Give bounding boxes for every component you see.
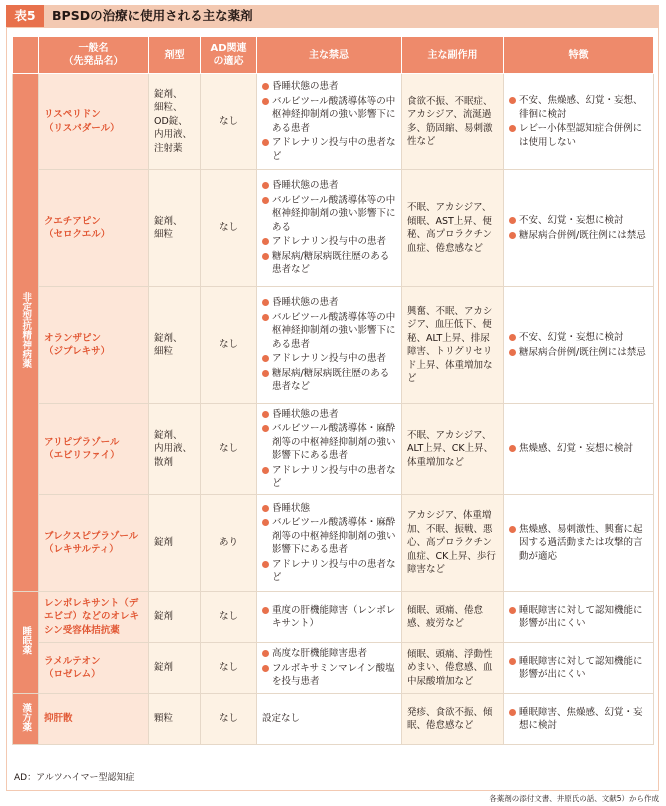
table-row (13, 694, 654, 745)
header-ad-text: AD関連 の適応 (210, 43, 247, 67)
table-row (13, 495, 654, 592)
dosage-form: 錠剤、 細粒 (154, 215, 183, 240)
category-cell (13, 74, 39, 592)
side-effects: 発疹、食欲不振、傾眠、倦怠感など (407, 706, 493, 731)
bullet-dot-icon (509, 526, 516, 533)
footnote: AD：アルツハイマー型認知症 (14, 773, 135, 783)
side-effects: 食欲不振、不眠症、アカシジア、流涎過多、筋固縮、易刺激性など (407, 95, 493, 147)
drug-name: レンボレキサント（デエビゴ）などのオレキシン受容体拮抗薬 (44, 597, 140, 636)
feature-item-text: 睡眠障害に対して認知機能に影響が出にくい (519, 655, 643, 680)
ad-indication: なし (218, 443, 238, 455)
table-title-bar (6, 5, 659, 27)
feature-item (509, 655, 648, 682)
bullet-dot-icon (262, 519, 269, 526)
features-cell (504, 74, 654, 170)
bullet-dot-icon (509, 334, 516, 341)
features-cell (504, 404, 654, 495)
contraindication-item (262, 250, 396, 277)
drug-name-cell (39, 404, 149, 495)
contraindication-item (262, 367, 396, 394)
drug-name: アリピプラゾール （エビリファイ） (44, 436, 120, 461)
contraindications-cell (257, 495, 402, 592)
feature-item (509, 442, 648, 456)
features-cell (504, 643, 654, 694)
drug-name: 抑肝散 (44, 713, 73, 725)
bullet-dot-icon (262, 561, 269, 568)
contraindication-item-text: アドレナリン投与中の患者など (272, 558, 396, 583)
feature-item (509, 214, 648, 228)
dosage-form: 錠剤、 細粒 (154, 332, 183, 357)
category-cell (13, 592, 39, 694)
table-row (13, 287, 654, 404)
feature-item (509, 706, 648, 733)
ad-indication: なし (218, 611, 238, 623)
bullet-dot-icon (262, 314, 269, 321)
feature-item-text: 焦燥感、幻覚・妄想に検討 (519, 443, 634, 455)
contraindication-item (262, 516, 396, 557)
bullet-dot-icon (262, 355, 269, 362)
contraindication-item-text: アドレナリン投与中の患者 (272, 353, 387, 365)
feature-item-list (509, 604, 648, 631)
feature-item (509, 604, 648, 631)
side-effects-cell (402, 694, 504, 745)
contraindications-cell (257, 404, 402, 495)
contraindication-item-list (262, 80, 396, 163)
contraindication-item-list (262, 408, 396, 491)
dosage-form-cell (149, 592, 201, 643)
contraindication-item (262, 352, 396, 366)
ad-indication: なし (218, 222, 238, 234)
bullet-dot-icon (262, 425, 269, 432)
contraindication-item-text: バルビツール酸誘導体・麻酔剤等の中枢神経抑制剤の強い影響下にある患者 (272, 517, 396, 555)
contraindication-item-text: 昏睡状態 (272, 502, 311, 514)
features-cell (504, 170, 654, 287)
feature-item-list (509, 655, 648, 682)
contraindication-item (262, 311, 396, 352)
feature-item-text: 糖尿病合併例/既往例には禁忌 (519, 229, 646, 241)
bullet-dot-icon (509, 217, 516, 224)
side-effects: 傾眠、頭痛、浮動性めまい、倦怠感、血中尿酸増加など (407, 648, 493, 687)
contraindication-item-text: 昏睡状態の患者 (272, 408, 339, 420)
contraindication-item (262, 179, 396, 193)
header-form (149, 37, 201, 74)
bullet-dot-icon (262, 650, 269, 657)
contraindications-cell (257, 592, 402, 643)
feature-item (509, 331, 648, 345)
header-contraindications-text: 主な禁忌 (309, 49, 349, 61)
dosage-form: 錠剤 (154, 662, 174, 674)
header-generic-name (39, 37, 149, 74)
ad-indication-cell (201, 287, 257, 404)
bullet-dot-icon (509, 97, 516, 104)
contraindication-item-text: フルボキサミンマレイン酸塩を投与患者 (272, 662, 395, 688)
contraindication-item-list (262, 502, 396, 585)
bullet-dot-icon (262, 253, 269, 260)
dosage-form-cell (149, 495, 201, 592)
bullet-dot-icon (509, 125, 516, 132)
feature-item-text: 糖尿病合併例/既往例には禁忌 (519, 346, 646, 358)
table-row (13, 643, 654, 694)
feature-item-list (509, 706, 648, 733)
contraindication-item-text: バルビツール酸誘導体等の中枢神経抑制剤の強い影響下にある患者 (272, 311, 396, 350)
table-row (13, 592, 654, 643)
contraindication-item (262, 194, 396, 235)
dosage-form-cell (149, 74, 201, 170)
source-note: 各薬剤の添付文書、井原氏の話、文献5）から作成 (489, 794, 659, 803)
bullet-dot-icon (262, 98, 269, 105)
header-contraindications (257, 37, 402, 74)
contraindication-item-text: アドレナリン投与中の患者など (272, 137, 396, 162)
ad-indication: なし (218, 115, 238, 127)
contraindication-item-text: 糖尿病/糖尿病既往歴のある患者など (272, 250, 390, 276)
feature-item-list (509, 94, 648, 149)
drug-name-cell (39, 287, 149, 404)
bullet-dot-icon (509, 658, 516, 665)
bullet-dot-icon (262, 411, 269, 418)
contraindication-item-text: 糖尿病/糖尿病既往歴のある患者など (272, 367, 390, 393)
feature-item (509, 229, 648, 243)
feature-item-text: 焦燥感、易刺激性、興奮に起因する過活動または攻撃的言動が適応 (519, 523, 643, 562)
side-effects: 不眠、アカシジア、傾眠、AST上昇、便秘、高プロラクチン血症、倦怠感など (407, 202, 493, 254)
contraindications-cell (257, 170, 402, 287)
bullet-dot-icon (262, 83, 269, 90)
bullet-dot-icon (509, 445, 516, 452)
header-category (13, 37, 39, 74)
contraindication-item (262, 296, 396, 310)
header-form-text: 剤型 (164, 49, 185, 61)
bullet-dot-icon (262, 197, 269, 204)
drug-name-cell (39, 170, 149, 287)
contraindication-item-list (262, 604, 396, 631)
drug-table (12, 36, 654, 745)
table-title: BPSDの治療に使用される主な薬剤 (52, 8, 253, 23)
contraindication-item (262, 95, 396, 136)
feature-item-text: 不安、焦燥感、幻覚・妄想、徘徊に検討 (519, 95, 643, 120)
side-effects: 興奮、不眠、アカシジア、血圧低下、便秘、ALT上昇、排尿障害、トリグリセリド上昇、体重増加など (407, 305, 493, 384)
bullet-dot-icon (262, 467, 269, 474)
header-features (504, 37, 654, 74)
drug-name: ラメルテオン （ロゼレム） (44, 655, 101, 680)
category-label: 非定型抗精神病薬 (20, 292, 32, 369)
drug-name: ブレクスピプラゾール （レキサルティ） (44, 530, 139, 555)
ad-indication: あり (218, 537, 238, 549)
contraindication-item (262, 464, 396, 491)
drug-name: クエチアピン （セロクエル） (44, 215, 111, 240)
feature-item-list (509, 214, 648, 242)
feature-item-text: 睡眠障害に対して認知機能に影響が出にくい (519, 604, 643, 629)
feature-item-text: 睡眠障害、焦燥感、幻覚・妄想に検討 (519, 706, 643, 731)
category-label: 漢方薬 (20, 702, 32, 731)
header-ad (201, 37, 257, 74)
dosage-form: 錠剤 (154, 611, 174, 623)
contraindication-item (262, 558, 396, 585)
feature-item (509, 122, 648, 149)
table-row (13, 404, 654, 495)
contraindication-item-list (262, 647, 396, 689)
feature-item (509, 523, 648, 564)
contraindication-item-list (262, 296, 396, 394)
dosage-form: 錠剤 (154, 537, 174, 549)
contraindication-item (262, 422, 396, 463)
bullet-dot-icon (262, 607, 269, 614)
feature-item-list (509, 442, 648, 456)
drug-name-cell (39, 643, 149, 694)
contraindication-item-text: 昏睡状態の患者 (272, 297, 339, 309)
contraindication-item (262, 604, 396, 631)
bullet-dot-icon (262, 182, 269, 189)
dosage-form-cell (149, 170, 201, 287)
dosage-form: 顆粒 (154, 713, 174, 725)
bullet-dot-icon (509, 607, 516, 614)
features-cell (504, 495, 654, 592)
drug-name-cell (39, 74, 149, 170)
bullet-dot-icon (262, 370, 269, 377)
contraindication-item (262, 136, 396, 163)
drug-name-cell (39, 694, 149, 745)
features-cell (504, 287, 654, 404)
header-features-text: 特徴 (568, 49, 589, 61)
contraindications-cell (257, 287, 402, 404)
bullet-dot-icon (262, 505, 269, 512)
side-effects-cell (402, 643, 504, 694)
feature-item (509, 94, 648, 121)
bullet-dot-icon (509, 232, 516, 239)
category-label: 睡眠薬 (20, 626, 32, 655)
contraindication-item-text: バルビツール酸誘導体等の中枢神経抑制剤の強い影響下にある患者 (272, 95, 396, 134)
contraindication-item (262, 408, 396, 422)
side-effects: 傾眠、頭痛、倦怠感、疲労など (407, 604, 484, 629)
contraindication-item-list (262, 179, 396, 277)
ad-indication: なし (218, 339, 238, 351)
bullet-dot-icon (262, 665, 269, 672)
side-effects: アカシジア、体重増加、不眠、振戦、悪心、高プロラクチン血症、CK上昇、歩行障害など (407, 510, 496, 576)
table-row (13, 170, 654, 287)
ad-indication-cell (201, 643, 257, 694)
dosage-form-cell (149, 404, 201, 495)
ad-indication-cell (201, 170, 257, 287)
ad-indication-cell (201, 404, 257, 495)
category-cell (13, 694, 39, 745)
features-cell (504, 592, 654, 643)
header-side-effects-text: 主な副作用 (427, 49, 478, 61)
side-effects-cell (402, 170, 504, 287)
table-row (13, 74, 654, 170)
feature-item-text: 不安、幻覚・妄想に検討 (519, 215, 624, 226)
feature-item (509, 346, 648, 360)
contraindication-item-text: バルビツール酸誘導体・麻酔剤等の中枢神経抑制剤の強い影響下にある患者 (272, 423, 396, 461)
feature-item-list (509, 523, 648, 564)
dosage-form: 錠剤、 細粒、 OD錠、 内用液、 注射薬 (154, 88, 193, 154)
bullet-dot-icon (262, 139, 269, 146)
ad-indication: なし (218, 662, 238, 674)
contraindications-cell (257, 643, 402, 694)
feature-item-text: 不安、幻覚・妄想に検討 (519, 332, 624, 343)
header-row (13, 37, 654, 74)
ad-indication-cell (201, 74, 257, 170)
side-effects-cell (402, 287, 504, 404)
side-effects-cell (402, 74, 504, 170)
feature-item-list (509, 331, 648, 359)
ad-indication-cell (201, 495, 257, 592)
drug-name: オランザピン （ジプレキサ） (44, 332, 111, 357)
contraindication-item-text: バルビツール酸誘導体等の中枢神経抑制剤の強い影響下にある (272, 194, 396, 233)
drug-name-cell (39, 495, 149, 592)
contraindication-item-text: 昏睡状態の患者 (272, 81, 339, 92)
table-number-label: 表5 (6, 5, 44, 27)
bullet-dot-icon (262, 238, 269, 245)
ad-indication: なし (218, 713, 238, 725)
contraindication-item-text: 昏睡状態の患者 (272, 180, 339, 192)
contraindication-item (262, 235, 396, 249)
contraindication-item-text: アドレナリン投与中の患者 (272, 236, 387, 248)
bullet-dot-icon (509, 349, 516, 356)
dosage-form-cell (149, 643, 201, 694)
features-cell (504, 694, 654, 745)
header-generic-name-text: 一般名 （先発品名） (63, 43, 124, 67)
contraindication-item (262, 502, 396, 516)
side-effects-cell (402, 592, 504, 643)
contraindication-item (262, 647, 396, 661)
side-effects: 不眠、アカシジア、ALT上昇、CK上昇、体重増加など (407, 429, 494, 468)
bullet-dot-icon (262, 299, 269, 306)
bullet-dot-icon (509, 709, 516, 716)
contraindications-cell (257, 74, 402, 170)
contraindication-item-text: 重度の肝機能障害（レンボレキサント） (272, 604, 396, 629)
dosage-form: 錠剤、 内用液、 散剤 (154, 429, 193, 468)
dosage-form-cell (149, 694, 201, 745)
contraindication-item (262, 662, 396, 689)
contraindication-plain: 設定なし (262, 713, 301, 725)
ad-indication-cell (201, 592, 257, 643)
drug-name: リスペリドン （リスパダール） (44, 109, 120, 134)
header-side-effects (402, 37, 504, 74)
dosage-form-cell (149, 287, 201, 404)
drug-name-cell (39, 592, 149, 643)
feature-item-text: レビー小体型認知症合併例には使用しない (519, 123, 643, 148)
contraindication-item-text: 高度な肝機能障害患者 (272, 648, 368, 660)
ad-indication-cell (201, 694, 257, 745)
contraindication-item (262, 80, 396, 94)
contraindication-item-text: アドレナリン投与中の患者など (272, 464, 396, 489)
side-effects-cell (402, 495, 504, 592)
contraindications-cell (257, 694, 402, 745)
side-effects-cell (402, 404, 504, 495)
